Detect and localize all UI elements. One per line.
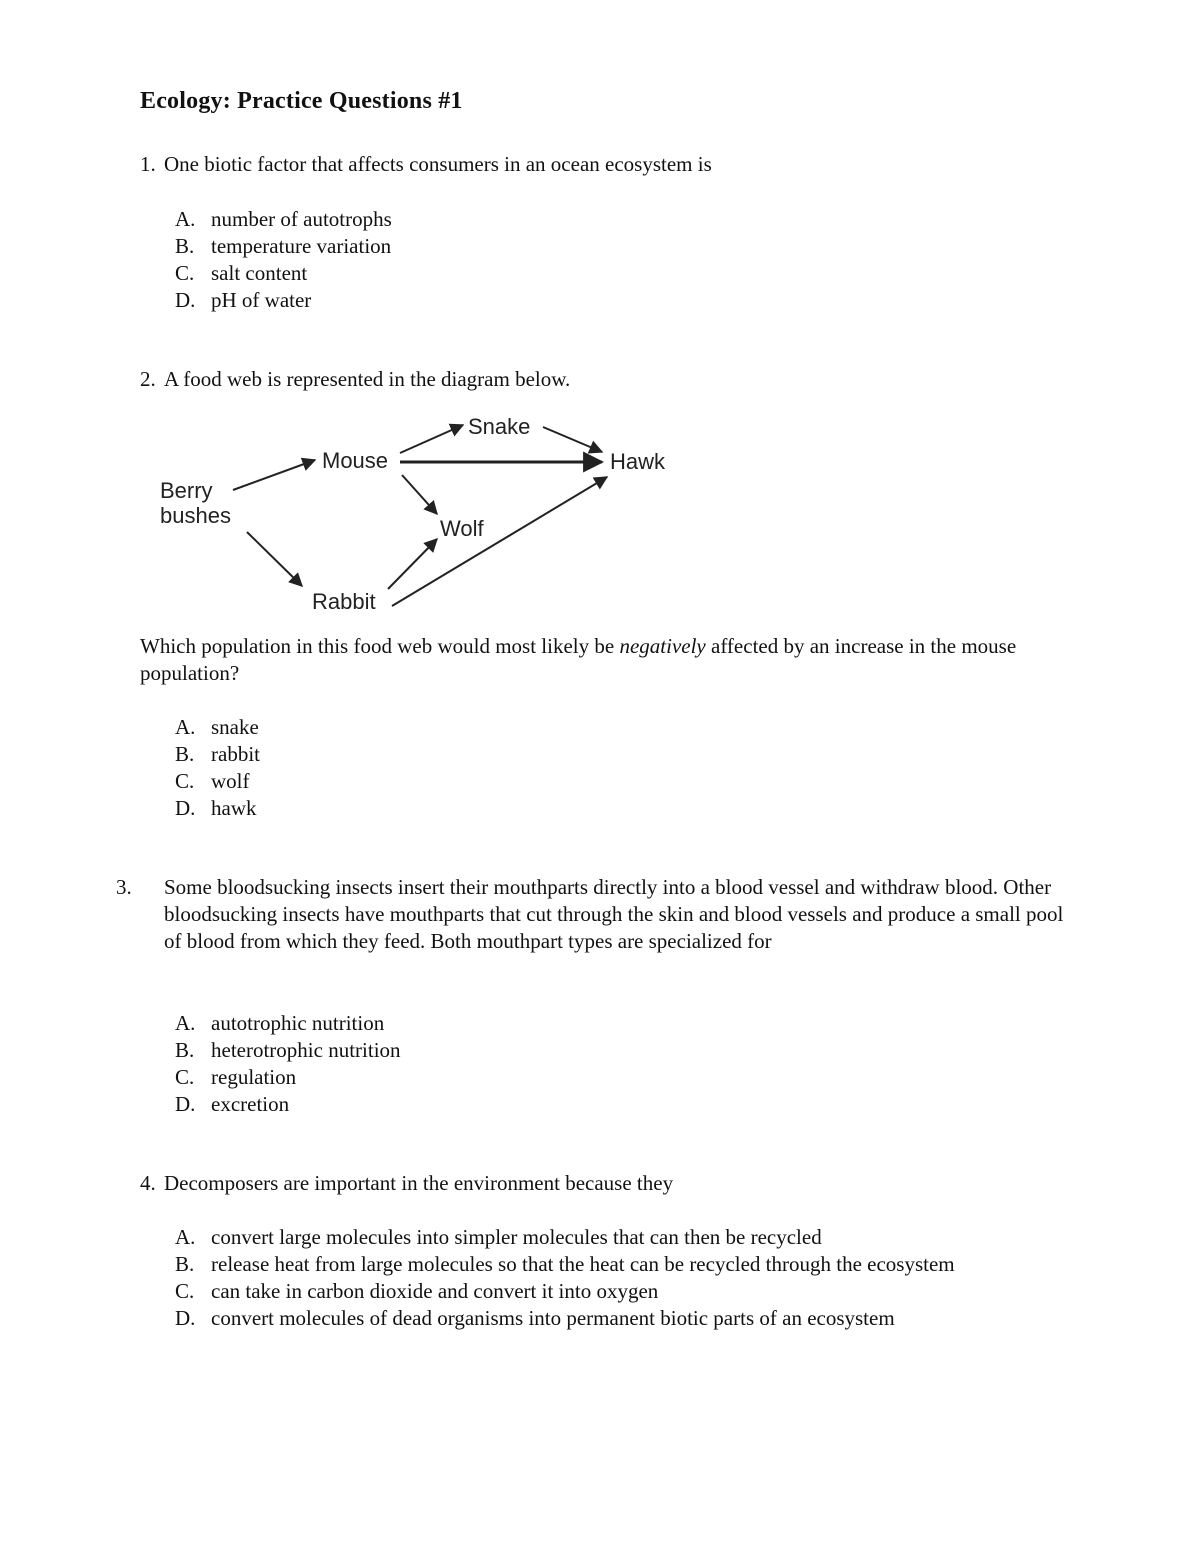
- node-berry-bushes-line1: Berry: [160, 478, 213, 503]
- choice-text: release heat from large molecules so that the heat can be recycled through the ecosystem: [211, 1252, 955, 1276]
- choice-letter: D.: [175, 288, 196, 312]
- choice-item: [175, 1064, 401, 1091]
- question-text: One biotic factor that affects consumers in an ocean ecosystem is: [164, 152, 712, 176]
- arrow-berry-to-rabbit: [247, 532, 302, 586]
- question-text: A food web is represented in the diagram below.: [164, 367, 571, 391]
- choice-text: pH of water: [211, 288, 312, 312]
- question-text: Some bloodsucking insects insert their mouthparts directly into a blood vessel and withdraw blood. Other bloodsucking insects have mouthparts that cut through the skin and blood vessels and produce a small pool of blood from which they feed. Both mouthpart types are specialized for: [164, 875, 1064, 953]
- question-number: 2.: [140, 367, 156, 391]
- choice-letter: A.: [175, 715, 196, 739]
- choice-item: [175, 1251, 955, 1278]
- followup-emphasis: negatively: [619, 634, 706, 658]
- arrow-rabbit-to-wolf: [388, 539, 437, 589]
- choice-letter: A.: [175, 1225, 196, 1249]
- choice-item: [175, 1091, 401, 1118]
- choice-letter: D.: [175, 1092, 196, 1116]
- question-text: Decomposers are important in the environment because they: [164, 1171, 674, 1195]
- choice-text: can take in carbon dioxide and convert it into oxygen: [211, 1279, 659, 1303]
- question-4-stem: [140, 1170, 1060, 1197]
- choice-text: excretion: [211, 1092, 290, 1116]
- node-wolf: Wolf: [440, 516, 484, 541]
- choice-text: autotrophic nutrition: [211, 1011, 385, 1035]
- node-hawk: Hawk: [610, 449, 666, 474]
- question-number: 1.: [140, 152, 156, 176]
- arrow-snake-to-hawk: [543, 427, 602, 452]
- question-2-stem: [140, 366, 1060, 393]
- choice-letter: A.: [175, 207, 196, 231]
- choice-item: [175, 206, 392, 233]
- choice-text: convert molecules of dead organisms into permanent biotic parts of an ecosystem: [211, 1306, 895, 1330]
- node-rabbit: Rabbit: [312, 589, 376, 614]
- choice-text: convert large molecules into simpler molecules that can then be recycled: [211, 1225, 822, 1249]
- arrow-mouse-to-snake: [400, 425, 463, 453]
- choice-letter: C.: [175, 769, 195, 793]
- choice-item: [175, 741, 260, 768]
- choice-letter: C.: [175, 1065, 195, 1089]
- question-1-stem: [140, 151, 1060, 178]
- choice-letter: B.: [175, 742, 195, 766]
- question-number: 4.: [140, 1171, 156, 1195]
- question-4-choices: [175, 1224, 955, 1332]
- choice-letter: A.: [175, 1011, 196, 1035]
- question-3-stem: [116, 874, 1084, 955]
- followup-text-before: Which population in this food web would most likely be: [140, 634, 620, 658]
- choice-text: regulation: [211, 1065, 297, 1089]
- choice-letter: D.: [175, 796, 196, 820]
- choice-item: [175, 287, 392, 314]
- choice-letter: D.: [175, 1306, 196, 1330]
- arrow-rabbit-to-hawk: [392, 477, 607, 606]
- arrow-mouse-to-wolf: [402, 475, 437, 514]
- choice-letter: C.: [175, 261, 195, 285]
- question-number: 3.: [116, 875, 132, 899]
- choice-item: [175, 1010, 401, 1037]
- choice-item: [175, 795, 260, 822]
- question-2-choices: [175, 714, 260, 822]
- choice-letter: B.: [175, 1252, 195, 1276]
- choice-text: salt content: [211, 261, 308, 285]
- choice-item: [175, 714, 260, 741]
- node-mouse: Mouse: [322, 448, 389, 473]
- question-2-followup: [140, 633, 1060, 687]
- choice-letter: C.: [175, 1279, 195, 1303]
- choice-item: [175, 768, 260, 795]
- choice-text: heterotrophic nutrition: [211, 1038, 401, 1062]
- choice-letter: B.: [175, 234, 195, 258]
- choice-letter: B.: [175, 1038, 195, 1062]
- choice-text: rabbit: [211, 742, 260, 766]
- followup-text-after: affected by an increase in the mouse population?: [140, 634, 1017, 685]
- choice-text: temperature variation: [211, 234, 392, 258]
- choice-item: [175, 233, 392, 260]
- choice-item: [175, 260, 392, 287]
- choice-item: [175, 1278, 955, 1305]
- food-web-diagram: [150, 405, 690, 620]
- choice-text: snake: [211, 715, 259, 739]
- question-1-choices: [175, 206, 392, 314]
- choice-item: [175, 1037, 401, 1064]
- node-berry-bushes-line2: bushes: [160, 503, 231, 528]
- choice-text: number of autotrophs: [211, 207, 392, 231]
- page-title: Ecology: Practice Questions #1: [140, 88, 463, 114]
- choice-text: wolf: [211, 769, 250, 793]
- choice-item: [175, 1305, 955, 1332]
- question-3-choices: [175, 1010, 401, 1118]
- choice-text: hawk: [211, 796, 257, 820]
- choice-item: [175, 1224, 955, 1251]
- arrow-berry-to-mouse: [233, 460, 315, 490]
- node-snake: Snake: [468, 414, 531, 439]
